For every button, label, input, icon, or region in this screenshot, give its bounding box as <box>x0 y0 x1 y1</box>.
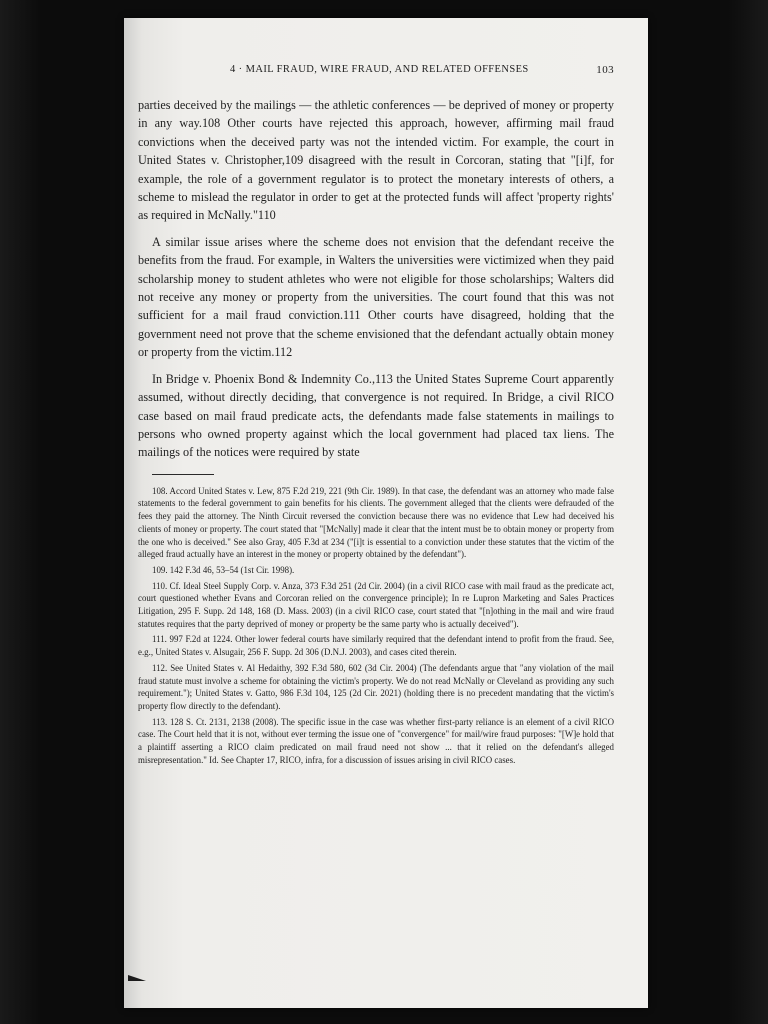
footnote-113: 113. 128 S. Ct. 2131, 2138 (2008). The specific issue in the case was whether first-party reliance is an element of a civil RICO case. The Court held that it is not, without ever terming the issue one of "convergence" for mail/wire fraud purposes: "[W]e hold that a plaintiff asserting a RICO claim predicated on mail fraud need not show ... that it relied on the defendant's alleged misrepresentation." Id. See Chapter 17, RICO, infra, for a discussion of issues arising in civil RICO cases. <box>138 716 614 765</box>
footnote-110: 110. Cf. Ideal Steel Supply Corp. v. Anza, 373 F.3d 251 (2d Cir. 2004) (in a civil RICO case with mail fraud as the predicate act, court questioned whether Evans and Corcoran relied on the convergence principle); In re Lupron Marketing and Sales Practices Litigation, 295 F. Supp. 2d 148, 168 (D. Mass. 2003) (in a civil RICO case, court stated that "[n]othing in the mail and wire fraud statutes requires that the party deprived of money or property be the same party who is actually deceived"). <box>138 580 614 629</box>
footnote-109: 109. 142 F.3d 46, 53–54 (1st Cir. 1998). <box>152 564 295 575</box>
body-paragraph: In Bridge v. Phoenix Bond & Indemnity Co.,113 the United States Supreme Court apparently assumed, without directly deciding, that convergence is not required. In Bridge, a civil RICO case based on mail fraud predicate acts, the defendants made false statements in mailings to persons who owned property against which the local government had placed tax liens. The mailings of the notices were required by state <box>138 371 614 460</box>
page-number: 103 <box>596 64 614 76</box>
body-paragraph: A similar issue arises where the scheme does not envision that the defendant receive the benefits from the fraud. For example, in Walters the universities were victimized when they paid scholarship money to student athletes who were not eligible for those scholarships; Walters did not receive any money or property from the universities. The court found that this was not sufficient for a mail fraud conviction.111 Other courts have disagreed, holding that the government need not prove that the scheme envisioned that the defendant actually obtain money or property from the victim.112 <box>138 234 614 360</box>
footnote-112: 112. See United States v. Al Hedaithy, 392 F.3d 580, 602 (3d Cir. 2004) (The defendants argue that "any violation of the mail fraud statute must involve a scheme for obtaining the victim's property. We do not read McNally or Cleveland as providing any such requirement."); United States v. Gatto, 986 F.3d 104, 125 (2d Cir. 2021) (holding there is no precedent mandating that the victim's property flow directly to the defendant). <box>138 662 614 711</box>
footnote-111: 111. 997 F.2d at 1224. Other lower federal courts have similarly required that the defendant intend to profit from the fraud. See, e.g., United States v. Alsugair, 256 F. Supp. 2d 306 (D.N.J. 2003), and cases cited therein. <box>138 634 614 658</box>
footnote-separator <box>152 474 214 475</box>
running-head: 4 · MAIL FRAUD, WIRE FRAUD, AND RELATED OFFENSES <box>230 64 529 75</box>
body-paragraph: parties deceived by the mailings — the athletic conferences — be deprived of money or property in any way.108 Other courts have rejected this approach, however, affirming mail fraud convictions when the deceived party was not the intended victim. For example, the court in United States v. Christopher,109 disagreed with the result in Corcoran, stating that "[i]f, for example, the role of a government regulator is to protect the monetary interests of others, a scheme to mislead the regulator in order to get at the protected funds will affect 'property rights' as required in McNally."110 <box>138 98 614 223</box>
page-corner-shadow <box>128 975 146 981</box>
page-header <box>138 62 614 84</box>
page-content <box>138 62 614 769</box>
footnote-108: 108. Accord United States v. Lew, 875 F.2d 219, 221 (9th Cir. 1989). In that case, the defendant was an attorney who made false statements to the federal government to gain benefits for his clients. The government alleged that the clients were defrauded of the fees they paid the attorney. The Ninth Circuit reversed the conviction because there was no evidence that Lew had deceived his clients of money or property. The court stated that "[McNally] made it clear that the intent must be to obtain money or property from the one who is deceived." See also Gray, 405 F.3d at 234 ("[i]t is essential to a conviction under these statutes that the victim of the alleged fraud actually have an interest in the money or property obtained by the defendant"). <box>138 485 614 560</box>
